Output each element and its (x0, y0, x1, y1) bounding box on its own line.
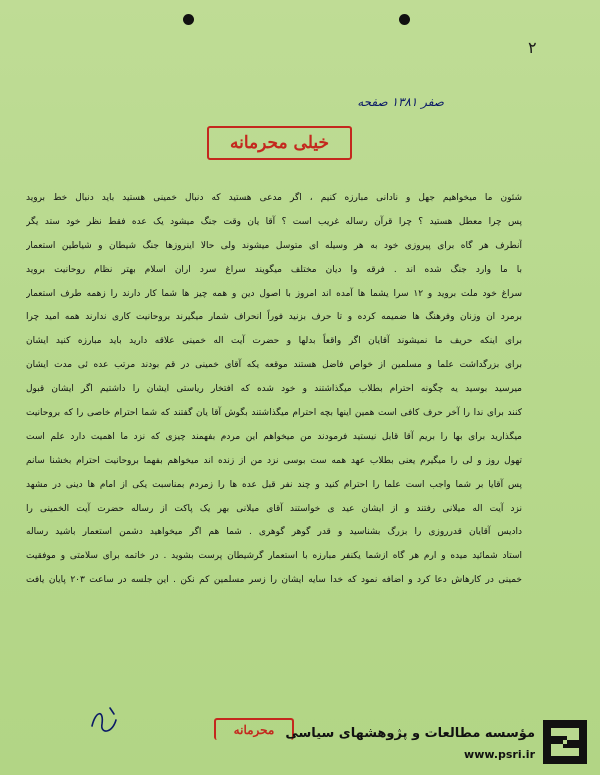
body-line: نزد آیت اله میلانی رفتند و از ایشان عید ی خواستند آقای میلانی بهر یک پاکت از رساله حضرت آیت الخمینی را (26, 503, 522, 514)
body-line: برای بزرگداشت علما و مسلمین از خواص فاضل هستند موقعه یکه آقای خمینی در قم بودند مرتب عده ئی مدت ایشان (26, 360, 522, 371)
body-line: میگذارید برای بها را بریم آقا قابل نیستید فرمودند من میخواهم این مردم بفهمند چیزی که نزد ما اهمیت دارد علم است (26, 431, 522, 442)
body-line: استاد شمائید میده و ارم هر گاه ازشما یکنفر مبارزه با استعمار گرشیطان پرست بشوید . در خاتمه برای سلامتی و موفقیت (26, 551, 522, 562)
punch-hole (183, 14, 194, 25)
punch-hole (399, 14, 410, 25)
body-line: با ما وارد جنگ شده اند . فرقه وا دیان مختلف میگویند سراغ سرد اران اسلام بهتر نظام روحانیت بروید (26, 264, 522, 275)
body-line: پس آقایا بر شما واجب است علما را احترام کنید و چند نفر قبل عده ها را زمردم بمناسبت یکی از امام ها دینی در مشهد (26, 479, 522, 490)
body-line: تهول روز و لی را میگیرم یعنی بطلاب عهد همه ست بوسی نزد من از زنده اند میخواهم بفهما بروحانیت احترام بخشنا سانم (26, 455, 522, 466)
classification-stamp: خیلی محرمانه (207, 126, 352, 160)
organization-name: مؤسسه مطالعات و پژوهشهای سیاسی (285, 726, 535, 741)
body-line: آنطرف هر گاه برای پیروزی خود به هر وسیله ای متوسل میشوند ولی حالا اینروزها جنگ شیطان و شیاطین استعمار (26, 240, 522, 251)
page-number: ۲ (528, 38, 537, 57)
body-line: برای اینکه حریف ما نمیشوند آقایان اگر واقعاً بدلها و حضرت آیت اله خمینی علاقه دارید باید مبارزه کنید ایشان (26, 336, 522, 347)
publisher-footer (285, 712, 595, 774)
document-body (26, 187, 522, 593)
body-line: خمینی در کارهاش دعا کرد و اضافه نمود که خدا سایه ایشان را زسر مسلمین کم نکن . این جلسه در ساعت ۲۰۳ پایان یافت (26, 575, 522, 586)
body-line: میرسید بوسید یه چگونه احترام بطلاب میگذاشتند و خود شده که افتخار ریاستی ایشان را داشتیم اگر ایشان قبول (26, 384, 522, 395)
handwritten-note: صفر ۱۳۸۱ صفحه (357, 95, 444, 109)
body-line: کنند برای ندا را آخر حرف کافی است همین اینها بچه احترام میگذاشتند بگوش آقا یان گفتند که شما احترام خاصی را که بروحانیت (26, 408, 522, 419)
body-line: شئون ما میخواهیم جهل و نادانی مبارزه کنیم ، اگر مدعی هستید که دنبال خمینی هستید باید دنبال خط بروید (26, 193, 522, 203)
body-line: سراغ خود ملت بروید و ۱۲ سرا یشما ها آمده اند امروز با اصول دین و همه چیز ها شما کار دارند را زهمه طرف استعمار (26, 288, 522, 299)
signature-mark (86, 700, 126, 740)
organization-url[interactable]: www.psri.ir (464, 748, 535, 761)
body-line: دادیس آقایان قدرروزی را بزرگ بشناسید و قدر گوهر گوهری . شما هم اگر میخواهید دشمن استعمار باشید رساله (26, 527, 522, 538)
body-line: پس چرا معطل هستید ؟ چرا قرآن رساله غریب است ؟ آقا یان وقت جنگ میشود یک عده فقط نظر خود ستد یگر (26, 216, 522, 227)
body-line: برمرد ان وزنان وفرهنگ ها ضمیمه کرده و تا حرف بزنید فوراً انحراف شمار میگیرند بروحانیت کاری ندارند همه امید چرا (26, 312, 522, 323)
classification-stamp-bottom: محرمانه (214, 718, 294, 740)
psri-logo-icon (543, 720, 587, 764)
